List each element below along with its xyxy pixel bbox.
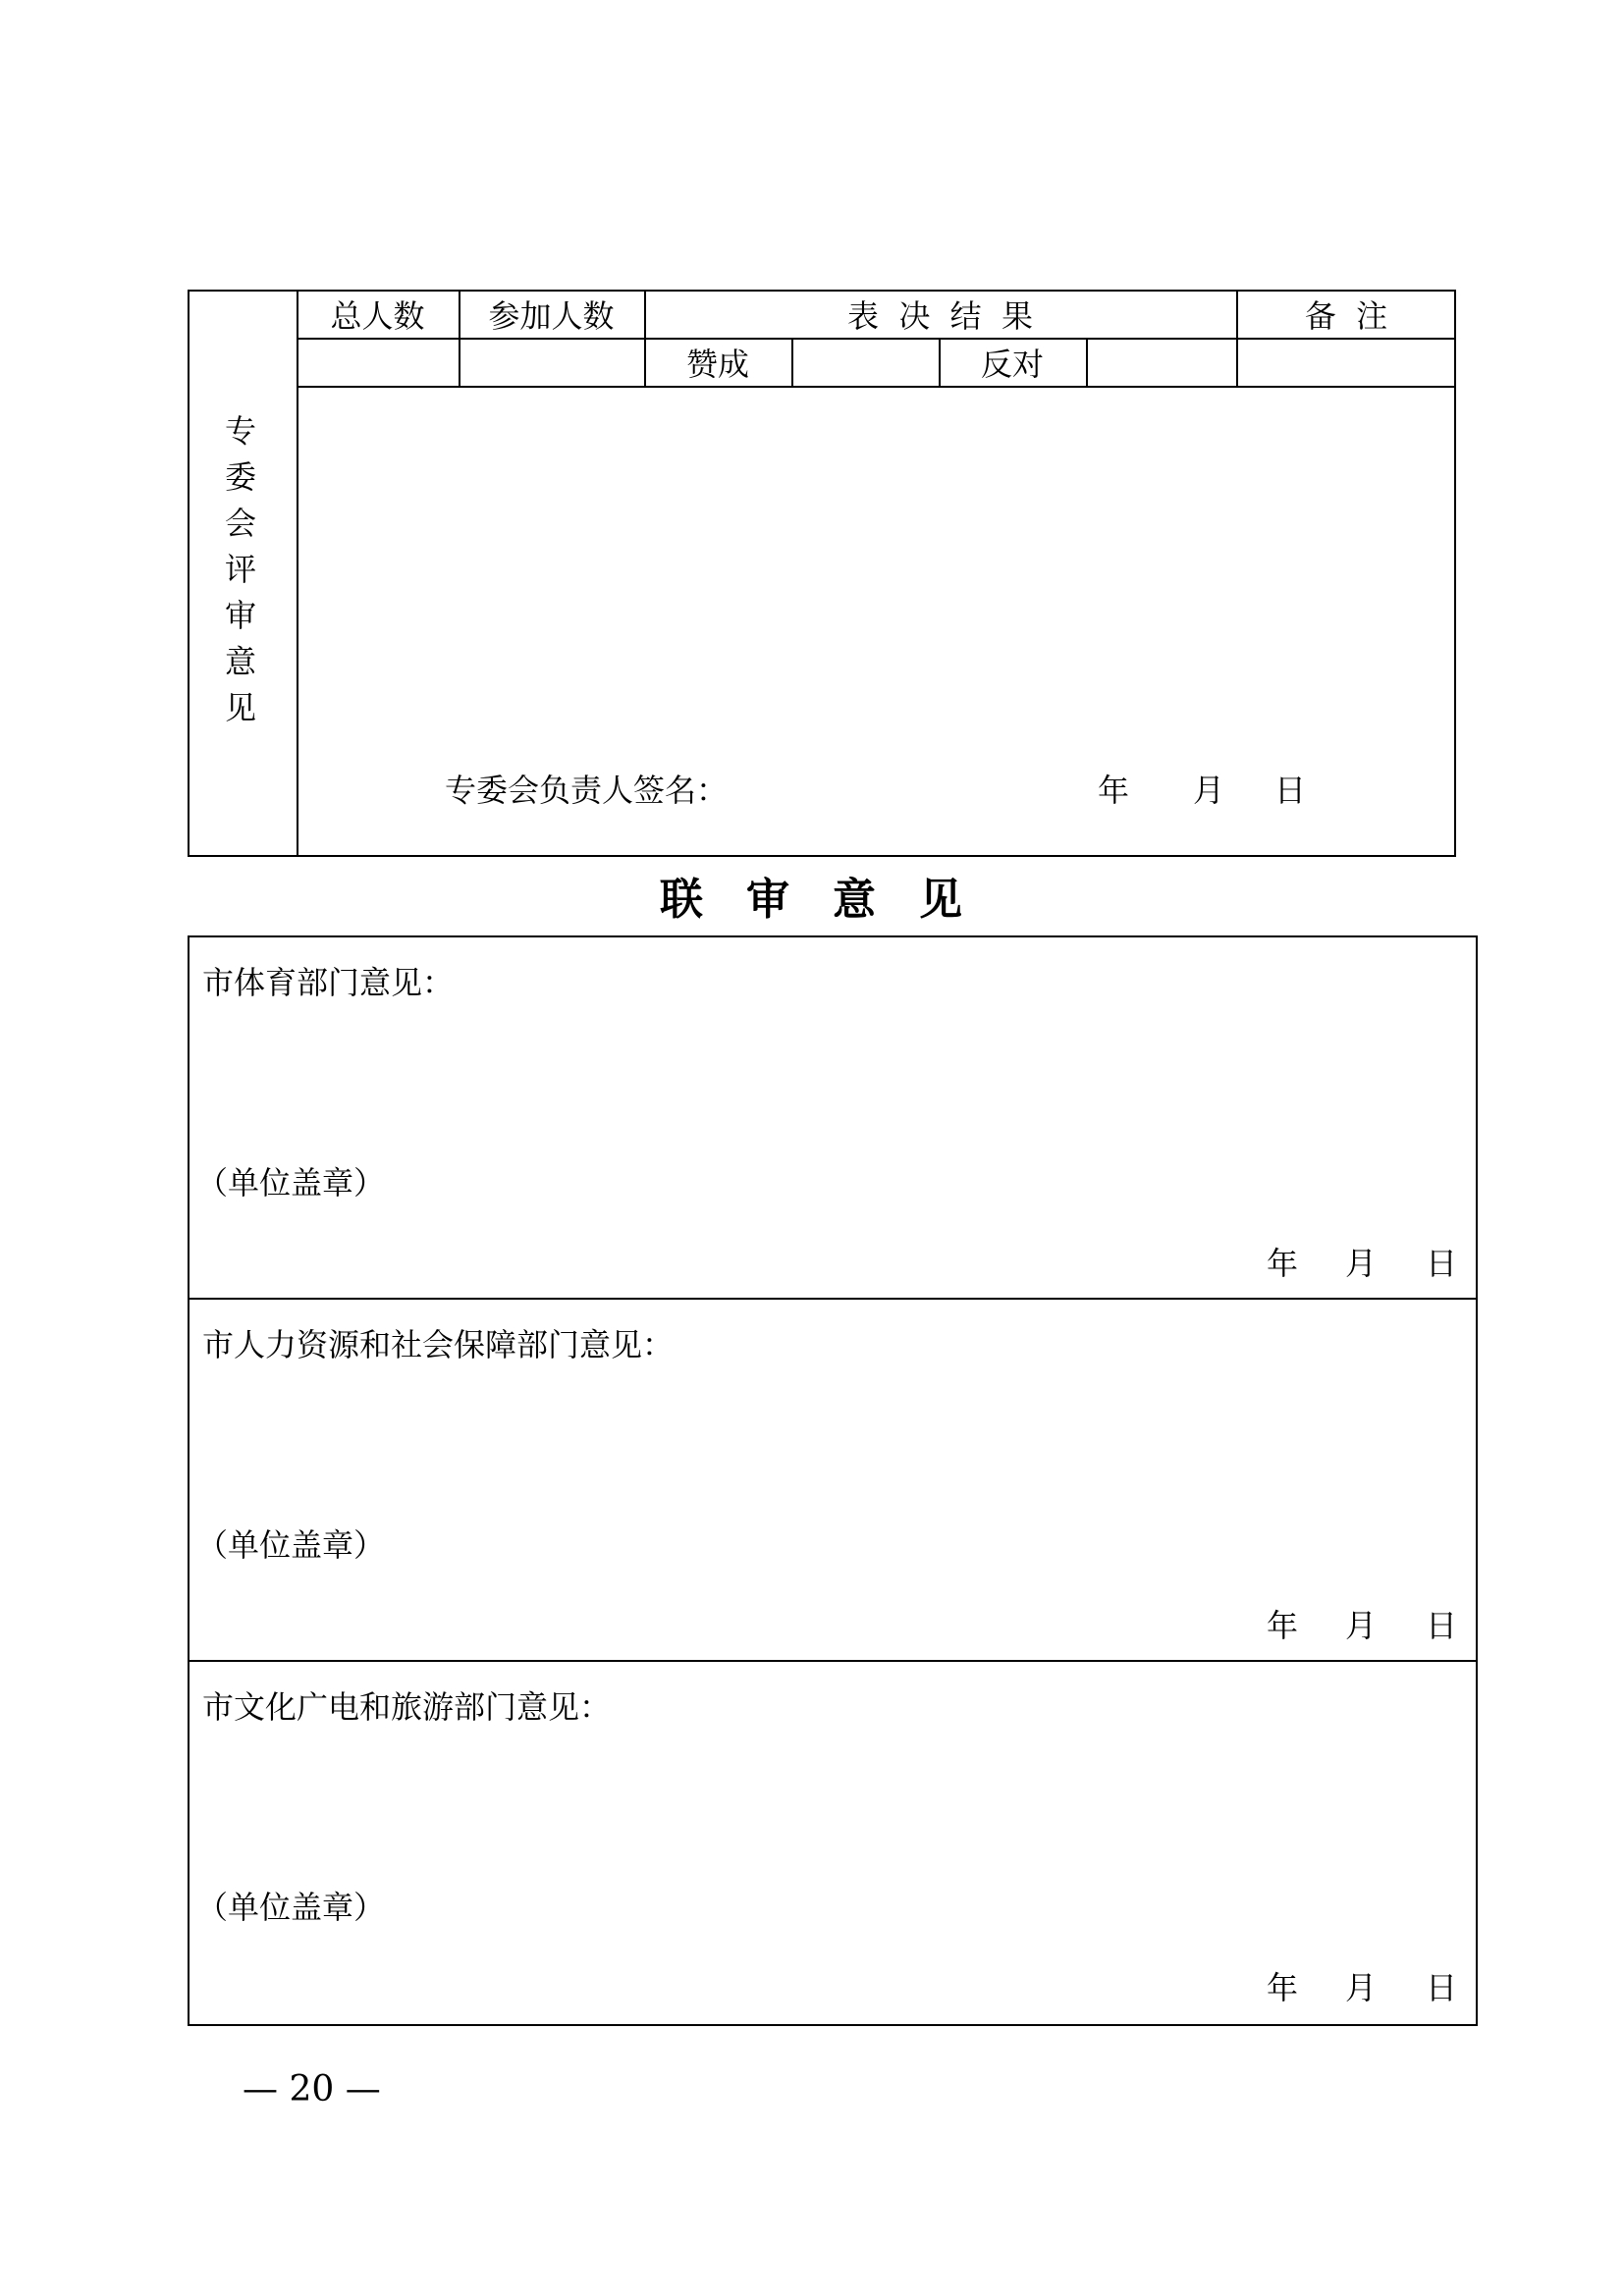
culture-tourism-date-month: 月 (1345, 1969, 1378, 2006)
page-number: — 20 — (243, 2069, 381, 2109)
header-participant-count: 参加人数 (488, 296, 615, 335)
subheader-oppose: 反对 (980, 345, 1044, 383)
col-divider-4b (1086, 338, 1088, 386)
sports-dept-date-month: 月 (1345, 1245, 1378, 1282)
sports-dept-date-day: 日 (1426, 1245, 1458, 1282)
sports-dept-date-year: 年 (1267, 1245, 1299, 1282)
joint-review-heading: 联审意见 (660, 875, 1005, 925)
hr-social-security-opinion-label: 市人力资源和社会保障部门意见： (202, 1326, 675, 1363)
committee-table-border (188, 290, 1456, 857)
header-row-divider (297, 338, 1456, 340)
sports-dept-opinion-label: 市体育部门意见： (202, 964, 455, 1001)
col-divider-3 (791, 338, 793, 386)
subheader-row-divider (297, 386, 1456, 388)
joint-table-border (188, 935, 1478, 2026)
header-remarks: 备 注 (1304, 296, 1388, 335)
sports-dept-stamp-label: （单位盖章） (196, 1164, 386, 1201)
section-divider-1 (188, 1298, 1478, 1300)
hr-social-security-date-year: 年 (1267, 1607, 1299, 1644)
header-total-count: 总人数 (330, 296, 425, 335)
hr-social-security-date-day: 日 (1426, 1607, 1458, 1644)
subheader-approve: 赞成 (685, 345, 749, 383)
committee-date-year: 年 (1098, 772, 1130, 809)
committee-date-day: 日 (1274, 772, 1307, 809)
culture-tourism-date-year: 年 (1267, 1969, 1299, 2006)
committee-review-side-label: 专委会评审意见 (220, 414, 257, 737)
section-divider-2 (188, 1660, 1478, 1662)
hr-social-security-date-month: 月 (1345, 1607, 1378, 1644)
committee-signature-label: 专委会负责人签名： (445, 772, 729, 809)
culture-tourism-stamp-label: （单位盖章） (196, 1889, 386, 1926)
header-vote-result: 表 决 结 果 (846, 296, 1034, 335)
hr-social-security-stamp-label: （单位盖章） (196, 1526, 386, 1564)
committee-date-month: 月 (1193, 772, 1225, 809)
side-column-divider (297, 290, 298, 857)
culture-tourism-opinion-label: 市文化广电和旅游部门意见： (202, 1688, 612, 1726)
culture-tourism-date-day: 日 (1426, 1969, 1458, 2006)
